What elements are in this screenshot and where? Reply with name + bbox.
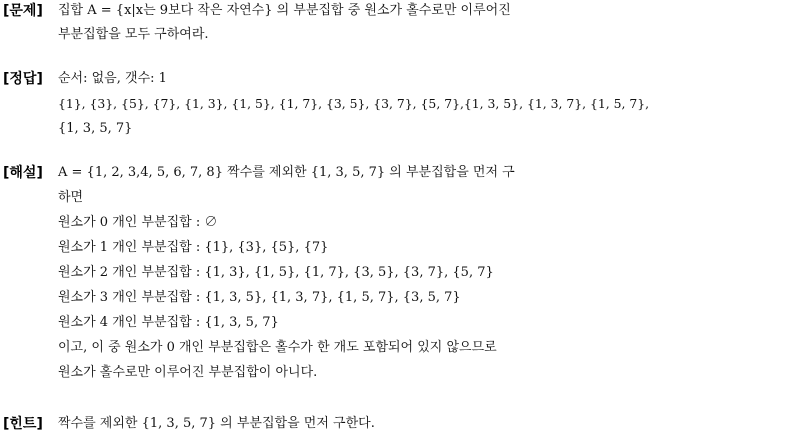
- explanation-line-1: A = {1, 2, 3,4, 5, 6, 7, 8} 짝수를 제외한 {1, 3, 5, 7} 의 부분집합을 먼저 구: [58, 165, 515, 180]
- explanation-tag: [해설]: [3, 165, 43, 181]
- explanation-line-5: 원소가 2 개인 부분집합 : {1, 3}, {1, 5}, {1, 7}, {3, 5}, {3, 7}, {5, 7}: [58, 265, 494, 280]
- answer-tag: [정답]: [3, 71, 43, 87]
- answer-line-3: {1, 3, 5, 7}: [58, 121, 133, 136]
- hint-tag: [힌트]: [3, 416, 43, 432]
- problem-tag: [문제]: [3, 3, 43, 19]
- explanation-line-9: 원소가 홀수로만 이루어진 부분집합이 아니다.: [58, 365, 318, 380]
- problem-line-1: 집합 A = {x|x는 9보다 작은 자연수} 의 부분집합 중 원소가 홀수로만 이루어진: [58, 3, 511, 18]
- problem-line-2: 부분집합을 모두 구하여라.: [58, 27, 209, 42]
- explanation-line-7: 원소가 4 개인 부분집합 : {1, 3, 5, 7}: [58, 315, 279, 330]
- hint-line-1: 짝수를 제외한 {1, 3, 5, 7} 의 부분집합을 먼저 구한다.: [58, 416, 375, 431]
- explanation-line-6: 원소가 3 개인 부분집합 : {1, 3, 5}, {1, 3, 7}, {1, 5, 7}, {3, 5, 7}: [58, 290, 461, 305]
- answer-line-1: 순서: 없음, 갯수: 1: [58, 71, 167, 86]
- answer-line-2: {1}, {3}, {5}, {7}, {1, 3}, {1, 5}, {1, 7}, {3, 5}, {3, 7}, {5, 7},{1, 3, 5}, {1, 3, 7}, {1, 5, 7},: [58, 96, 650, 111]
- explanation-line-8: 이고, 이 중 원소가 0 개인 부분집합은 홀수가 한 개도 포함되어 있지 않으므로: [58, 340, 497, 355]
- explanation-line-3: 원소가 0 개인 부분집합 : ∅: [58, 215, 218, 230]
- explanation-line-2: 하면: [58, 190, 84, 205]
- explanation-line-4: 원소가 1 개인 부분집합 : {1}, {3}, {5}, {7}: [58, 240, 329, 255]
